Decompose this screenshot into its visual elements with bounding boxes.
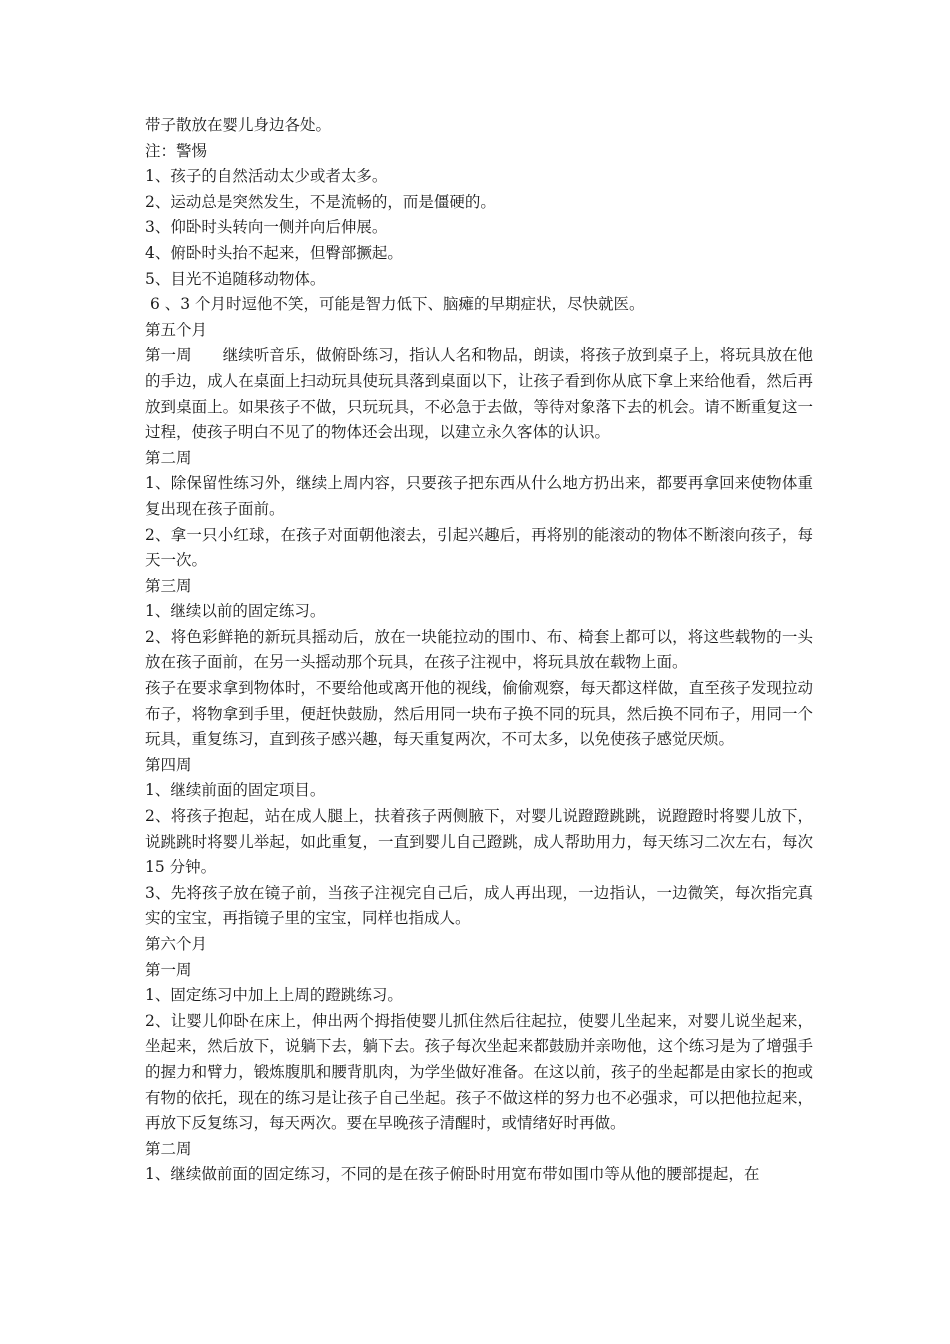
week-heading: 第四周 [145,755,192,774]
list-item: 1、继续做前面的固定练习，不同的是在孩子俯卧时用宽布带如围巾等从他的腰部提起，在 [145,1165,760,1184]
document-page [145,113,813,1188]
paragraph: 第一周 继续听音乐，做俯卧练习，指认人名和物品，朗读，将孩子放到桌子上，将玩具放在他的手边，成人在桌面上扫动玩具使玩具落到桌面以下，让孩子看到你从底下拿上来给他看，然后再放到桌面上。如果孩子不做，只玩玩具，不必急于去做，等待对象落下去的机会。请不断重复这一过程，使孩子明白不见了的物体还会出现，以建立永久客体的认识。 [145,346,813,442]
week-heading: 第二周 [145,1139,192,1158]
list-item: 3、仰卧时头转向一侧并向后伸展。 [145,218,388,237]
section-heading: 第六个月 [145,935,208,953]
section-heading: 第五个月 [145,320,208,339]
paragraph: 带子散放在婴儿身边各处。 [145,116,332,134]
list-item: 5、目光不追随移动物体。 [145,269,326,288]
list-item: 2、让婴儿仰卧在床上，伸出两个拇指使婴儿抓住然后往起拉，使婴儿坐起来，对婴儿说坐起来，坐起来，然后放下，说躺下去，躺下去。孩子每次坐起来都鼓励并亲吻他，这个练习是为了增强手的握力和臂力，锻炼腹肌和腰背肌肉，为学坐做好准备。在这以前，孩子的坐起都是由家长的抱或有物的依托，现在的练习是让孩子自己坐起。孩子不做这样的努力也不必强求，可以把他拉起来，再放下反复练习，每天两次。要在早晚孩子清醒时，或情绪好时再做。 [145,1011,813,1133]
note-heading: 注：警惕 [145,141,208,160]
list-item: 1、固定练习中加上上周的蹬跳练习。 [145,986,403,1005]
list-item: 4、俯卧时头抬不起来，但臀部撅起。 [145,243,403,262]
week-heading: 第三周 [145,576,192,595]
list-item: 1、继续前面的固定项目。 [145,781,326,800]
list-item: 2、将孩子抱起，站在成人腿上，扶着孩子两侧腋下，对婴儿说蹬蹬跳跳，说蹬蹬时将婴儿放下，说跳跳时将婴儿举起，如此重复，一直到婴儿自己蹬跳，成人帮助用力，每天练习二次左右，每次 15 分钟。 [145,807,813,877]
paragraph: 孩子在要求拿到物体时，不要给他或离开他的视线，偷偷观察，每天都这样做，直至孩子发现拉动布子，将物拿到手里，便赶快鼓励，然后用同一块布子换不同的玩具，然后换不同布子，用同一个玩具，重复练习，直到孩子感兴趣，每天重复两次，不可太多，以免使孩子感觉厌烦。 [145,679,813,749]
list-item: 6 、3 个月时逗他不笑，可能是智力低下、脑瘫的早期症状，尽快就医。 [145,295,645,314]
list-item: 1、孩子的自然活动太少或者太多。 [145,167,388,186]
week-heading: 第二周 [145,448,192,467]
list-item: 2、将色彩鲜艳的新玩具摇动后，放在一块能拉动的围巾、布、椅套上都可以，将这些载物的一头放在孩子面前，在另一头摇动那个玩具，在孩子注视中，将玩具放在载物上面。 [145,627,813,672]
list-item: 1、除保留性练习外，继续上周内容，只要孩子把东西从什么地方扔出来，都要再拿回来使物体重复出现在孩子面前。 [145,474,813,518]
week-heading: 第一周 [145,960,192,979]
list-item: 1、继续以前的固定练习。 [145,602,326,621]
list-item: 3、先将孩子放在镜子前，当孩子注视完自己后，成人再出现，一边指认，一边微笑，每次指完真实的宝宝，再指镜子里的宝宝，同样也指成人。 [145,883,813,928]
list-item: 2、拿一只小红球，在孩子对面朝他滚去，引起兴趣后，再将别的能滚动的物体不断滚向孩子，每天一次。 [145,525,813,570]
list-item: 2、运动总是突然发生，不是流畅的，而是僵硬的。 [145,192,496,211]
